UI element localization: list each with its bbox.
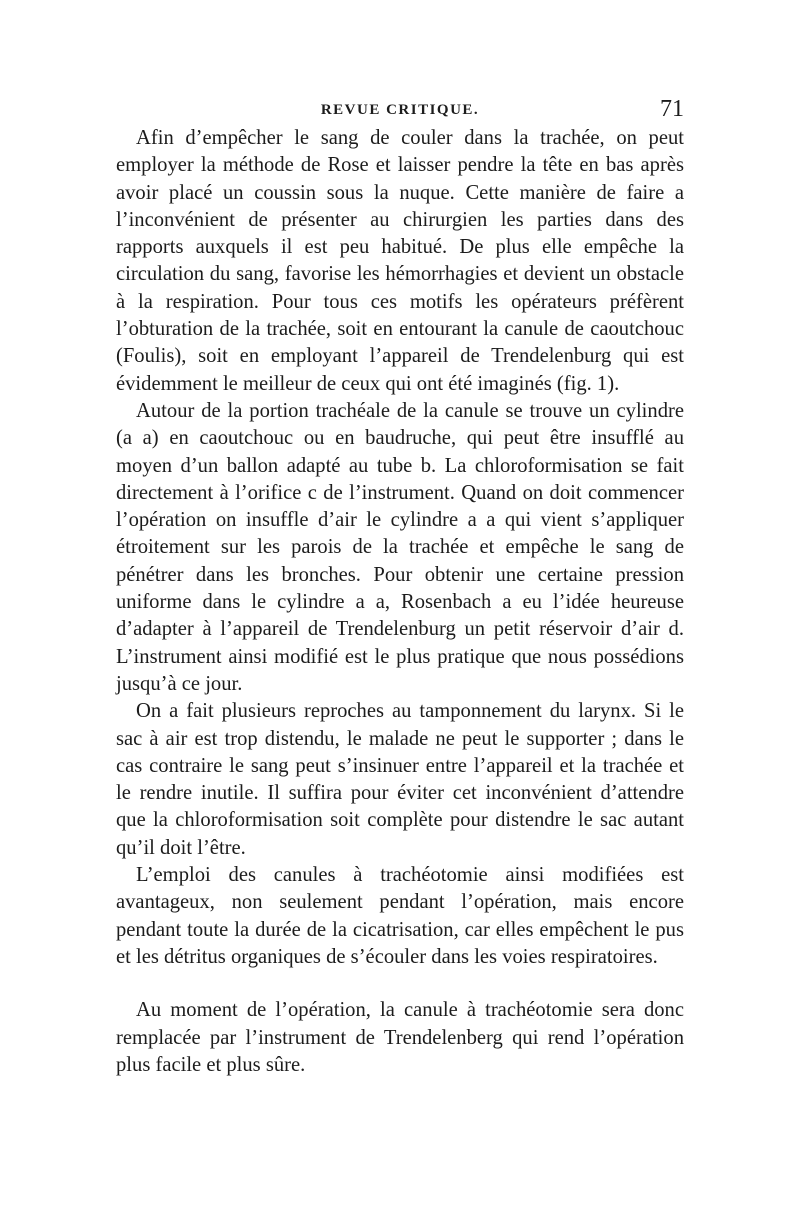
page-number: 71 bbox=[660, 96, 684, 122]
running-head bbox=[116, 96, 684, 126]
paragraph-canule-use: L’emploi des canules à trachéotomie ainsi modifiées est avantageux, non seulement pendant l’opération, mais encore pendant toute la durée de la cicatrisation, car elles empêchent le pus et les détritus organiques de s’écouler dans les voies respiratoires. bbox=[116, 864, 684, 968]
paragraph-rose-method: Afin d’empêcher le sang de couler dans la trachée, on peut employer la méthode de Rose et laisser pendre la tête en bas après avoir placé un coussin sous la nuque. Cette manière de faire a l’inconvénient de présenter au chirurgien les parties dans des rapports auxquels il est peu habitué. De plus elle empêche la circulation du sang, favorise les hémorrhagies et devient un obstacle à la respiration. Pour tous ces motifs les opérateurs préfèrent l’obturation de la trachée, soit en entourant la canule de caoutchouc (Foulis), soit en employant l’appareil de Trendelenburg qui est évidemment le meilleur de ceux qui ont été imaginés (fig. 1). bbox=[116, 127, 684, 395]
paragraph-trendelenburg-cylinder: Autour de la portion trachéale de la canule se trouve un cylindre (a a) en caoutchouc ou en baudruche, qui peut être insufflé au moyen d’un ballon adapté au tube b. La chloroformisation se fait directement à l’orifice c de l’instrument. Quand on doit commencer l’opération on insuffle d’air le cylindre a a qui vient s’appliquer étroitement sur les parois de la trachée et empêche le sang de pénétrer dans les bronches. Pour obtenir une certaine pression uniforme dans le cylindre a a, Rosenbach a eu l’idée heureuse d’adapter à l’appareil de Trendelenburg un petit réservoir d’air d. L’instrument ainsi modifié est le plus pratique que nous possédions jusqu’à ce jour. bbox=[116, 399, 684, 695]
running-title: REVUE CRITIQUE. bbox=[320, 102, 480, 118]
paragraph-reproaches: On a fait plusieurs reproches au tamponnement du larynx. Si le sac à air est trop distendu, le malade ne peut le supporter ; dans le cas contraire le sang peut s’insinuer entre l’appareil et la trachée et le rendre inutile. Il suffira pour éviter cet inconvénient d’attendre que la chloroformisation soit complète pour distendre le sac autant qu’il doit l’être. bbox=[116, 700, 684, 859]
paragraph-conclusion: Au moment de l’opération, la canule à trachéotomie sera donc remplacée par l’instrument de Trendelenberg qui rend l’opération plus facile et plus sûre. bbox=[116, 999, 684, 1076]
body-text bbox=[116, 125, 684, 1079]
